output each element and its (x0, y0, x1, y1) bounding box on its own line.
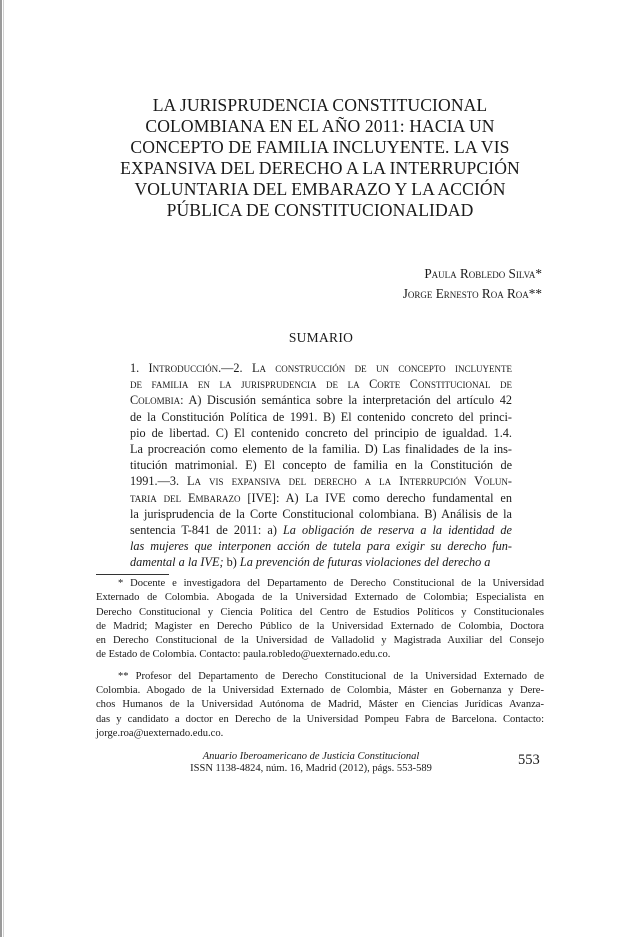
footnote-robledo (96, 577, 544, 663)
title-line: LA JURISPRUDENCIA CONSTITUCIONAL (152, 95, 488, 115)
author-robledo: Paula Robledo Silva* (424, 266, 542, 281)
footnote-line: de Madrid; Magister en Derecho Público de la Universidad Externado de Colombia, Doctora (96, 620, 544, 632)
sumario-text: La prevención de futuras violaciones del derecho a (239, 555, 491, 570)
footnote-separator (96, 574, 169, 575)
sumario-text: La procreación como elemento de la familia. D) Las finalidades de la ins- (130, 442, 512, 457)
page-edge-rule (0, 0, 2, 937)
sumario-text: b) (223, 555, 240, 570)
sumario-line (130, 457, 512, 473)
sumario-text: de familia en la jurisprudencia de la Corte Constitucional de (130, 377, 512, 392)
sumario-text: 1. Introducción.—2. La construcción de un concepto incluyente (130, 361, 512, 375)
authors (403, 264, 542, 304)
sumario-body (130, 360, 512, 571)
sumario-line (130, 522, 512, 538)
sumario-text: La vis expansiva del derecho a la Interrupción Volun- (187, 474, 513, 489)
page-edge-rule-inner (3, 0, 4, 937)
sumario-text: pio de libertad. C) El contenido concreto del principio de igualdad. 1.4. (130, 425, 512, 440)
sumario-line (130, 490, 512, 506)
footnote-line: Derecho Constitucional y Ciencia Política del Centro de Estudios Políticos y Constitucionales (96, 606, 544, 618)
footnote-line: de Estado de Colombia. Contacto: paula.robledo@uexternado.edu.co. (96, 649, 391, 661)
footnote-line: en Derecho Constitucional de la Universidad de Valladolid y Magistrada Auxiliar del Consejo (96, 635, 544, 647)
footnote-line: jorge.roa@uexternado.edu.co. (96, 727, 224, 739)
footnote-roa (96, 670, 544, 741)
sumario-line (130, 441, 512, 457)
sumario-line (130, 554, 512, 570)
footnote-line: Colombia. Abogado de la Universidad Externado de Colombia, Máster en Gobernanza y Dere- (96, 685, 544, 697)
page-number: 553 (518, 752, 540, 768)
sumario-text: damental a la IVE; (130, 555, 224, 570)
footnote-line: das y candidato a doctor en Derecho de la Universidad Pompeu Fabra de Barcelona. Contacto: (96, 713, 544, 725)
sumario-text: las mujeres que interponen acción de tutela para exigir su derecho fun- (130, 539, 512, 554)
title-line: VOLUNTARIA DEL EMBARAZO Y LA ACCIÓN (134, 179, 506, 199)
sumario-text: La obligación de reserva a la identidad de (282, 523, 512, 538)
sumario-line (130, 425, 512, 441)
sumario-line (130, 409, 512, 425)
title-line: COLOMBIANA EN EL AÑO 2011: HACIA UN (145, 116, 495, 136)
sumario-text: titución matrimonial. E) El concepto de familia en la Constitución de (130, 458, 512, 473)
journal-footer (170, 751, 452, 775)
sumario-line (130, 360, 512, 376)
sumario-text: 1991.—3. (130, 474, 188, 489)
journal-issn: ISSN 1138-4824, núm. 16, Madrid (2012), págs. 553-589 (190, 763, 432, 774)
footnotes (96, 577, 544, 741)
footnote-line: Externado de Colombia. Abogada de la Universidad Externado de Colombia; Especialista en (96, 592, 544, 604)
sumario-heading: SUMARIO (288, 330, 354, 345)
sumario-line (130, 392, 512, 408)
sumario-line (130, 538, 512, 554)
sumario-text: la jurisprudencia de la Corte Constitucional colombiana. B) Análisis de la (130, 506, 512, 521)
sumario-text: : A) La IVE como derecho fundamental en (276, 490, 512, 505)
sumario-text: taria del Embarazo [IVE] (130, 490, 276, 505)
footnote-line: * Docente e investigadora del Departamento de Derecho Constitucional de la Universidad (118, 578, 544, 589)
article-title (110, 95, 530, 221)
sumario-line (130, 473, 512, 489)
footnote-line: chos Humanos de la Universidad Autónoma de Madrid, Máster en Ciencias Jurídicas Avanza- (96, 699, 544, 711)
sumario-line (130, 376, 512, 392)
title-line: EXPANSIVA DEL DERECHO A LA INTERRUPCIÓN (120, 158, 520, 178)
title-line: CONCEPTO DE FAMILIA INCLUYENTE. LA VIS (130, 137, 510, 157)
author-roa: Jorge Ernesto Roa Roa** (402, 286, 542, 301)
title-line: PÚBLICA DE CONSTITUCIONALIDAD (166, 200, 474, 220)
journal-name: Anuario Iberoamericano de Justicia Constitucional (202, 751, 420, 762)
footnote-line: ** Profesor del Departamento de Derecho Constitucional de la Universidad Externado de (118, 670, 544, 682)
sumario-text: de la Constitución Política de 1991. B) El contenido concreto del princi- (130, 409, 512, 424)
sumario-line (130, 506, 512, 522)
sumario-text: Colombia: (130, 393, 184, 408)
sumario-text: sentencia T-841 de 2011: a) (130, 523, 283, 538)
sumario-text: A) Discusión semántica sobre la interpretación del artículo 42 (183, 393, 512, 408)
